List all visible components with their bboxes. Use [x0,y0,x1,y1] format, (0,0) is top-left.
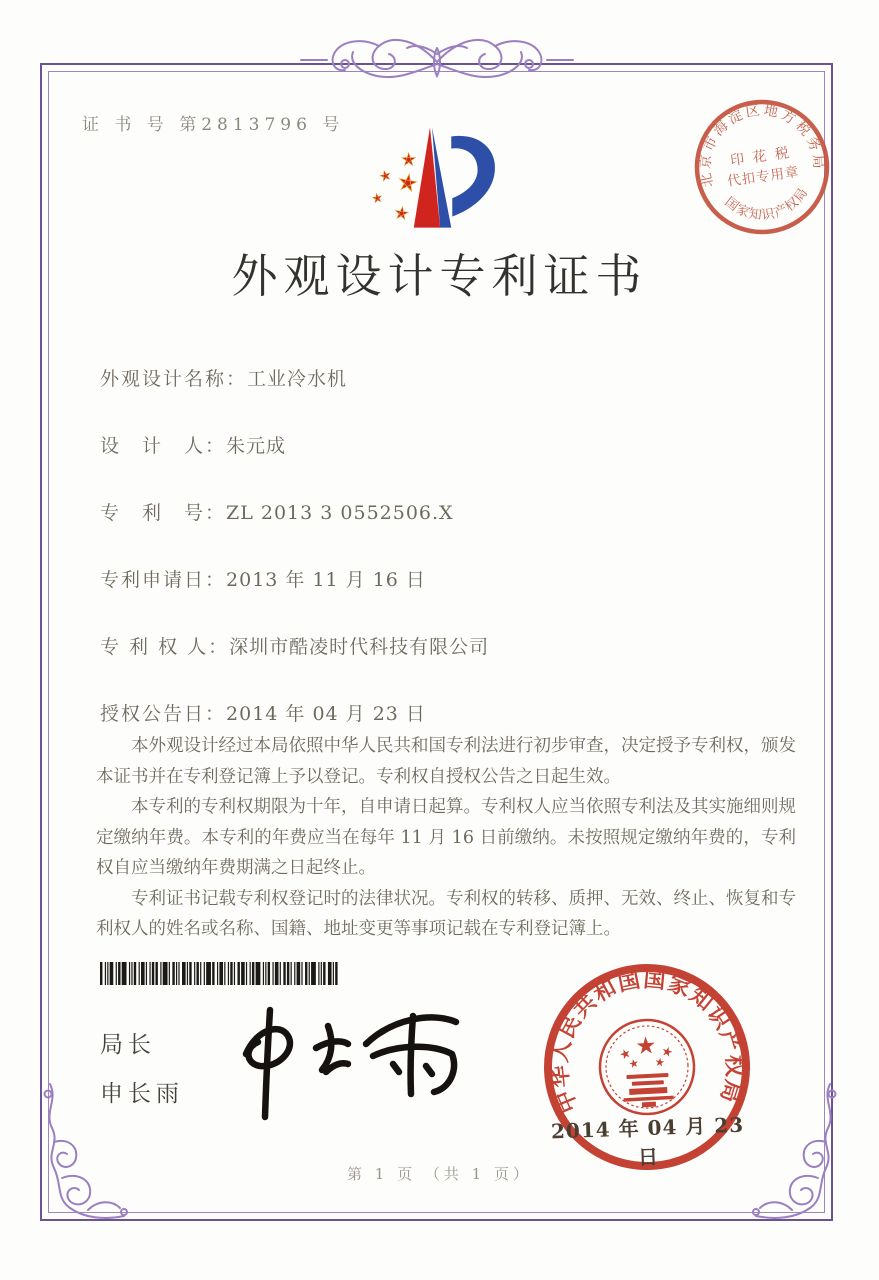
field-value: 深圳市酷凌时代科技有限公司 [229,636,490,658]
field-design-name [100,364,760,390]
body-paragraph: 专利证书记载专利权登记时的法律状况。专利权的转移、质押、无效、终止、恢复和专利权人的姓名或名称、国籍、地址变更等事项记载在专利登记簿上。 [96,888,796,939]
office-seal-ring-text: 中华人民共和国国家知识产权局 [546,966,748,1117]
field-designer [100,431,760,457]
field-label: 专 利 号： [100,502,227,524]
logo-stars-icon [372,153,418,220]
signature-autograph-icon [208,992,482,1124]
field-label: 外观设计名称： [100,368,248,390]
field-patent-number [100,498,760,524]
body-paragraph: 本专利的专利权期限为十年，自申请日起算。专利权人应当依照专利法及其实施细则规定缴纳年费。本专利的年费应当在每年 11 月 16 日前缴纳。未按照规定缴纳年费的，专利权自应当缴纳年费期满之日起终止。 [96,797,796,878]
field-value: 2014 年 04 月 23 日 [226,703,426,725]
field-value: ZL 2013 3 0552506.X [226,502,454,524]
field-label: 授权公告日： [100,703,227,725]
commissioner-title: 局长 [100,1032,156,1058]
field-value: 朱元成 [226,435,287,457]
field-filing-date [100,565,760,591]
patent-fields [100,364,760,766]
commissioner-name: 申长雨 [100,1081,184,1107]
barcode-icon [100,962,340,985]
tax-stamp-ring-top: 北京市海淀区地方税务局 [697,102,827,189]
field-label: 专利申请日： [100,569,227,591]
field-patentee [100,632,760,658]
national-emblem-icon [598,1018,697,1117]
certificate-body [96,731,796,945]
certificate-number: 证 书 号 第2813796 号 [82,115,345,135]
page-footer: 第 1 页 （共 1 页） [347,1165,532,1183]
tax-stamp-center-line2: 代扣专用章 [726,163,801,190]
field-grant-date [100,699,760,725]
seal-date-stamp: 2014 年 04 月 23 日 [550,1112,745,1170]
tax-stamp-icon [683,88,841,246]
sipo-logo-icon [355,124,507,232]
tax-stamp-ring-bottom: 国家知识产权局 [721,185,812,224]
signing-block [100,1026,184,1124]
field-label: 设 计 人： [100,435,227,457]
body-paragraph: 本外观设计经过本局依照中华人民共和国专利法进行初步审查，决定授予专利权，颁发本证书并在专利登记簿上予以登记。专利权自授权公告之日起生效。 [96,736,796,787]
field-value: 2013 年 11 月 16 日 [226,569,426,591]
field-value: 工业冷水机 [247,368,348,390]
document-title: 外观设计专利证书 [231,249,648,303]
tax-stamp-center-line1: 印 花 税 [729,144,792,170]
field-label: 专 利 权 人： [100,636,230,658]
